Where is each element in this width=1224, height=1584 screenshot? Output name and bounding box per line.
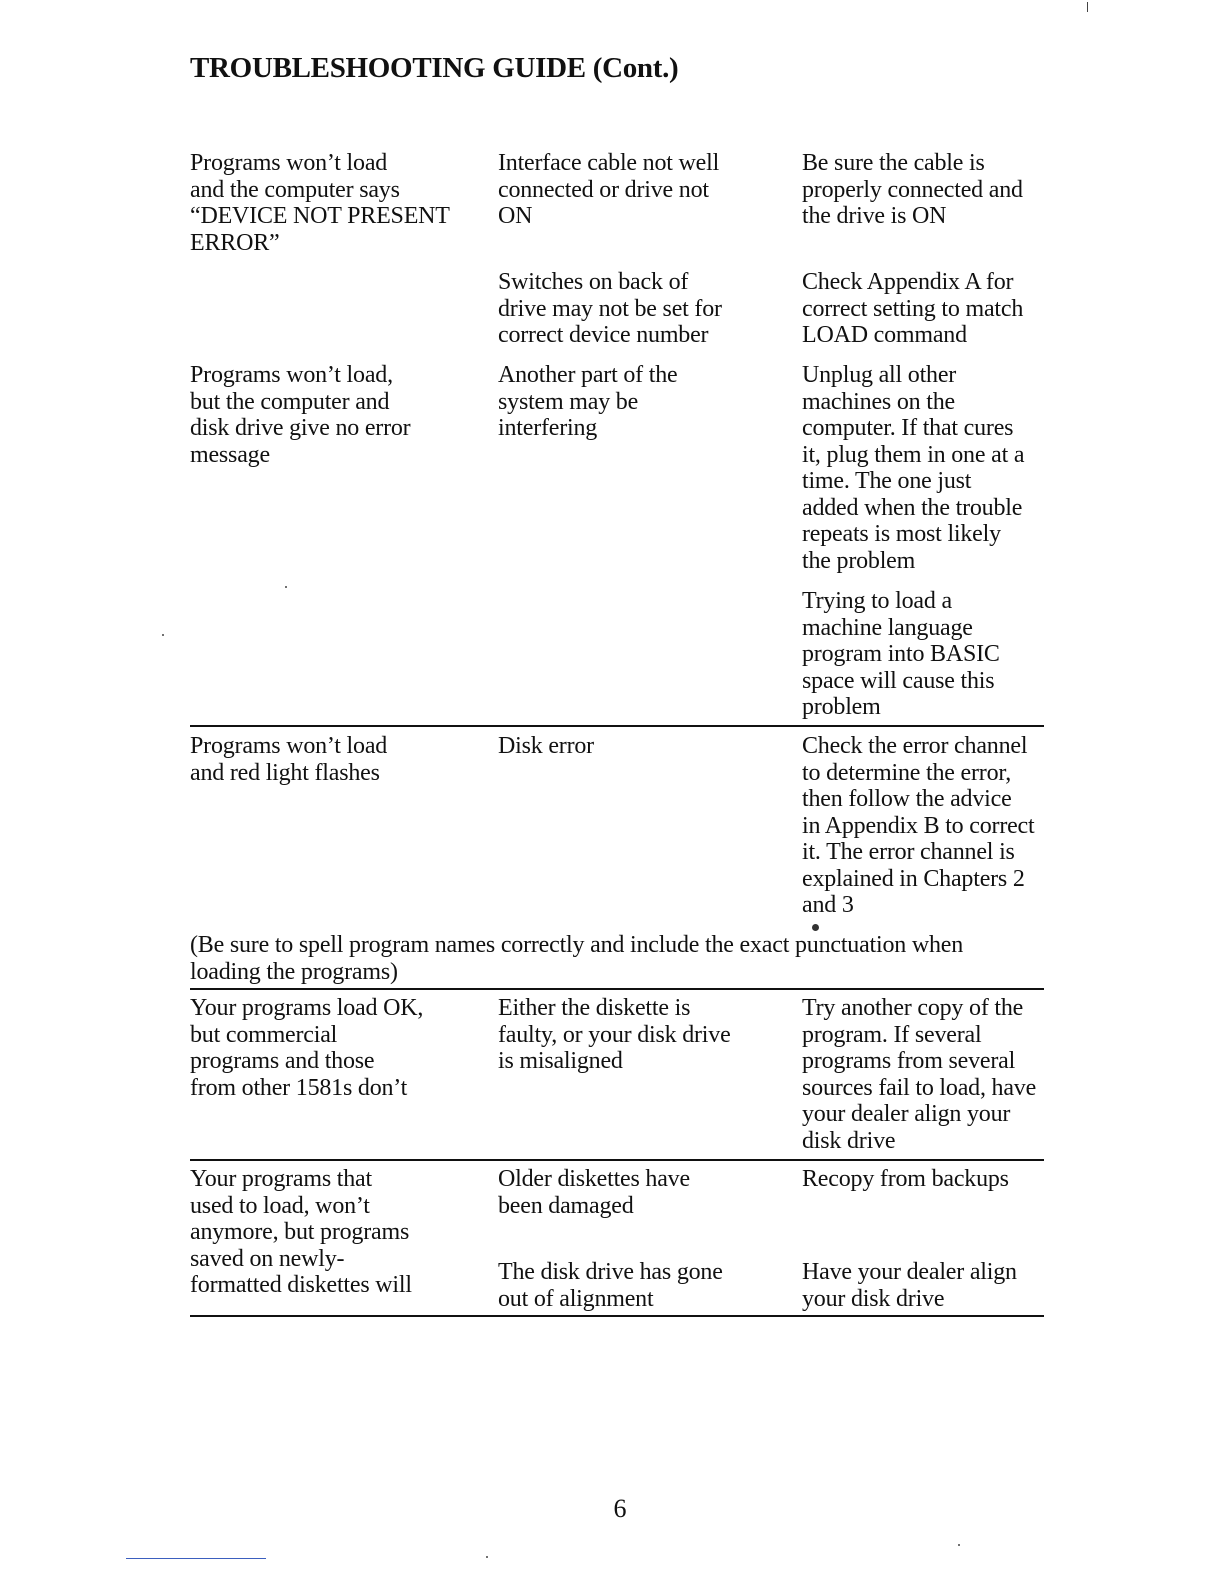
problem-device-not-present: Programs won’t load and the computer says “DEVICE NOT PRESENT ERROR” bbox=[190, 150, 450, 256]
remedy-machine-language: Trying to load a machine language program into BASIC space will cause this problem bbox=[802, 588, 1000, 720]
remedy-check-cable: Be sure the cable is properly connected and the drive is ON bbox=[802, 150, 1023, 229]
remedy-try-another-copy: Try another copy of the program. If several programs from several sources fail to load, have your dealer align your disk drive bbox=[802, 995, 1037, 1154]
scan-speck bbox=[812, 924, 819, 931]
problem-red-light: Programs won’t load and red light flashes bbox=[190, 733, 388, 786]
cause-interface-cable: Interface cable not well connected or drive not ON bbox=[498, 150, 720, 229]
page-number: 6 bbox=[613, 1494, 627, 1523]
cause-interference: Another part of the system may be interfering bbox=[498, 362, 678, 441]
spelling-note: (Be sure to spell program names correctly and include the exact punctuation when loading the programs) bbox=[190, 932, 964, 985]
problem-commercial-programs: Your programs load OK, but commercial programs and those from other 1581s don’t bbox=[190, 995, 424, 1101]
scan-speck bbox=[1087, 2, 1088, 12]
remedy-unplug-machines: Unplug all other machines on the computer. If that cures it, plug them in one at a time. The one just added when the trouble repeats is most likely the problem bbox=[802, 362, 1025, 574]
edge-line bbox=[126, 1558, 266, 1559]
table-rule bbox=[190, 1315, 1044, 1317]
page-title: TROUBLESHOOTING GUIDE (Cont.) bbox=[190, 52, 679, 84]
cause-faulty-or-misaligned: Either the diskette is faulty, or your disk drive is misaligned bbox=[498, 995, 731, 1074]
table-rule bbox=[190, 988, 1044, 990]
remedy-recopy-backups: Recopy from backups bbox=[802, 1166, 1009, 1192]
scan-speck bbox=[162, 634, 164, 636]
cause-out-of-alignment: The disk drive has gone out of alignment bbox=[498, 1259, 723, 1312]
remedy-error-channel: Check the error channel to determine the error, then follow the advice in Appendix B to correct it. The error channel is explained in Chapters 2 and 3 bbox=[802, 733, 1035, 918]
cause-disk-error: Disk error bbox=[498, 733, 594, 759]
scan-speck bbox=[285, 586, 287, 588]
remedy-dealer-align: Have your dealer align your disk drive bbox=[802, 1259, 1017, 1312]
remedy-check-appendix-a: Check Appendix A for correct setting to match LOAD command bbox=[802, 269, 1024, 348]
problem-old-programs: Your programs that used to load, won’t anymore, but programs saved on newly- formatted diskettes will bbox=[190, 1166, 412, 1298]
cause-damaged-diskettes: Older diskettes have been damaged bbox=[498, 1166, 690, 1219]
problem-no-error-message: Programs won’t load, but the computer and disk drive give no error message bbox=[190, 362, 411, 468]
cause-device-switches: Switches on back of drive may not be set for correct device number bbox=[498, 269, 722, 348]
scan-speck bbox=[486, 1556, 488, 1558]
scan-speck bbox=[958, 1544, 960, 1546]
table-rule bbox=[190, 1159, 1044, 1161]
table-rule bbox=[190, 725, 1044, 727]
